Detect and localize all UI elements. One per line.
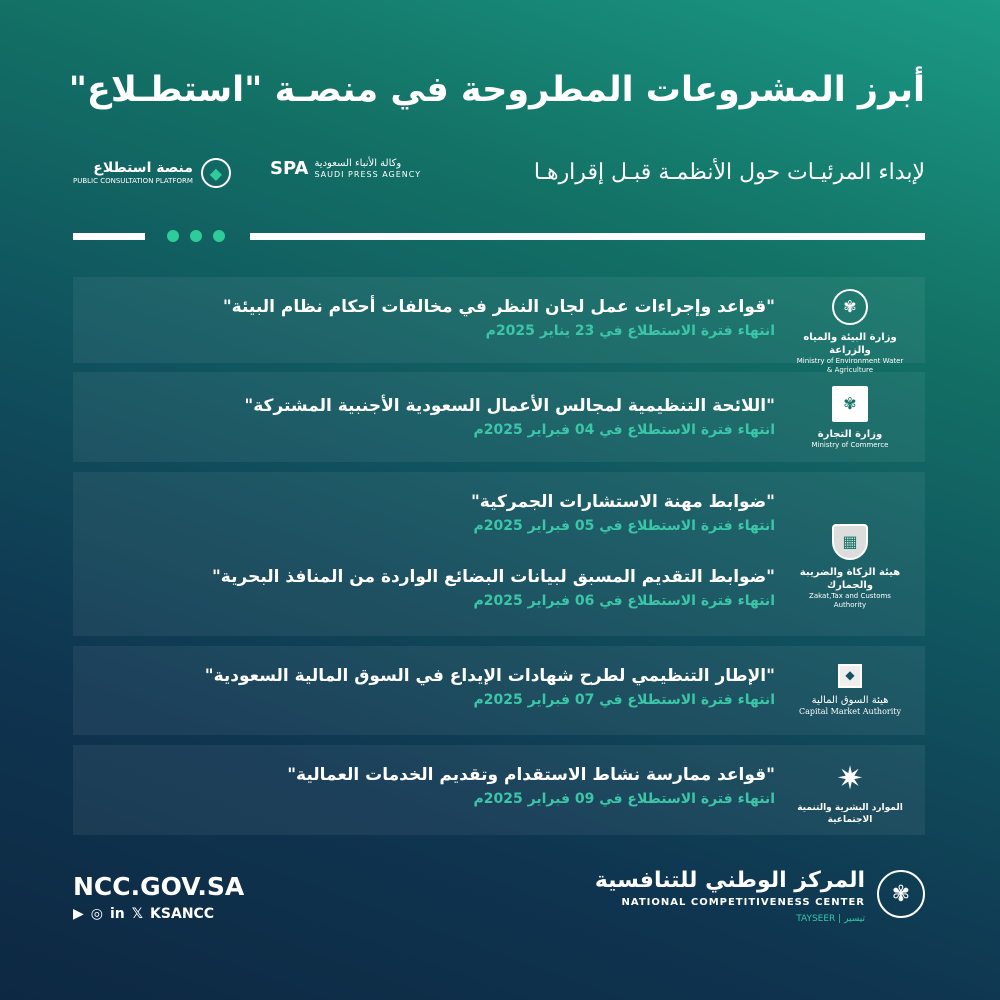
org-logo (795, 289, 905, 375)
star-icon: ✷ (836, 759, 864, 798)
org-name-ar: الموارد البشرية والتنمية الاجتماعية (797, 803, 903, 825)
platform-icon: ◆ (201, 158, 231, 188)
project-title: "ضوابط مهنة الاستشارات الجمركية" (470, 492, 775, 512)
project-card (73, 646, 925, 735)
social-handle: KSANCC (150, 906, 215, 922)
spa-en: SAUDI PRESS AGENCY (314, 170, 422, 179)
divider-dot (167, 230, 179, 242)
org-name-ar: وزارة البيئة والمياه والزراعة (803, 332, 897, 356)
org-name-en: Ministry of Environment Water & Agriculture (796, 357, 904, 375)
org-name-en: Capital Market Authority (798, 707, 901, 716)
project-card (73, 472, 925, 636)
project-date: انتهاء فترة الاستطلاع في 05 فبراير 2025م (473, 518, 775, 534)
ncc-emblem-icon: ✾ (877, 870, 925, 918)
platform-ar: منصة استطلاع (93, 160, 193, 177)
instagram-icon[interactable]: ◎ (90, 906, 103, 922)
project-card (73, 277, 925, 375)
palm-icon: ✾ (832, 289, 868, 325)
project-card (73, 372, 925, 462)
page-subtitle: لإبداء المرئيـات حول الأنظمـة قبـل إقرارهـا (533, 160, 925, 185)
org-logo (795, 664, 905, 717)
cma-icon: ◆ (838, 664, 862, 688)
org-name-en: Ministry of Commerce (811, 441, 889, 449)
org-name-ar: وزارة التجارة (817, 429, 883, 440)
platform-en: PUBLIC CONSULTATION PLATFORM (73, 177, 193, 186)
project-title: "قواعد ممارسة نشاط الاستقدام وتقديم الخدمات العمالية" (287, 765, 775, 785)
org-logo (795, 386, 905, 450)
website[interactable]: NCC.GOV.SA (73, 872, 245, 901)
org-name-ar: هيئة السوق المالية (811, 695, 889, 706)
project-date: انتهاء فترة الاستطلاع في 09 فبراير 2025م (473, 791, 775, 807)
divider-dot (213, 230, 225, 242)
platform-logo (73, 158, 231, 188)
divider-left (73, 233, 145, 240)
project-title: "ضوابط التقديم المسبق لبيانات البضائع الواردة من المنافذ البحرية" (211, 567, 775, 587)
social-links (73, 906, 214, 922)
ncc-logo (595, 868, 865, 924)
shield-icon: ▦ (832, 524, 868, 560)
project-date: انتهاء فترة الاستطلاع في 06 فبراير 2025م (473, 593, 775, 609)
spa-ar: وكالة الأنباء السعودية (314, 158, 402, 169)
org-name-en: Zakat,Tax and Customs Authority (809, 592, 891, 610)
ncc-name-ar: المركز الوطني للتنافسية (594, 868, 865, 893)
spa-logo (270, 158, 421, 180)
linkedin-icon[interactable]: in (110, 906, 125, 922)
org-logo (795, 761, 905, 826)
divider-right (250, 233, 925, 240)
org-logo (795, 524, 905, 610)
divider-dot (190, 230, 202, 242)
project-date: انتهاء فترة الاستطلاع في 04 فبراير 2025م (473, 422, 775, 438)
emblem-icon: ✾ (832, 386, 868, 422)
page-title: أبرز المشروعات المطروحة في منصـة "استطـلاع" (68, 70, 925, 110)
project-title: "اللائحة التنظيمية لمجالس الأعمال السعودية الأجنبية المشتركة" (244, 396, 775, 416)
spa-mark: SPA (270, 157, 309, 179)
youtube-icon[interactable]: ▶ (73, 906, 84, 922)
project-card (73, 745, 925, 835)
project-date: انتهاء فترة الاستطلاع في 23 يناير 2025م (485, 323, 775, 339)
ncc-name-en: NATIONAL COMPETITIVENESS CENTER (621, 897, 865, 908)
tayseer-label: TAYSEER | تيسير (796, 914, 865, 924)
x-icon[interactable]: 𝕏 (131, 906, 144, 922)
project-title: "الإطار التنظيمي لطرح شهادات الإيداع في السوق المالية السعودية" (204, 666, 775, 686)
org-name-ar: هيئة الزكاة والضريبة والجمارك (799, 567, 901, 591)
project-date: انتهاء فترة الاستطلاع في 07 فبراير 2025م (473, 692, 775, 708)
project-title: "قواعد وإجراءات عمل لجان النظر في مخالفات أحكام نظام البيئة" (222, 297, 775, 317)
